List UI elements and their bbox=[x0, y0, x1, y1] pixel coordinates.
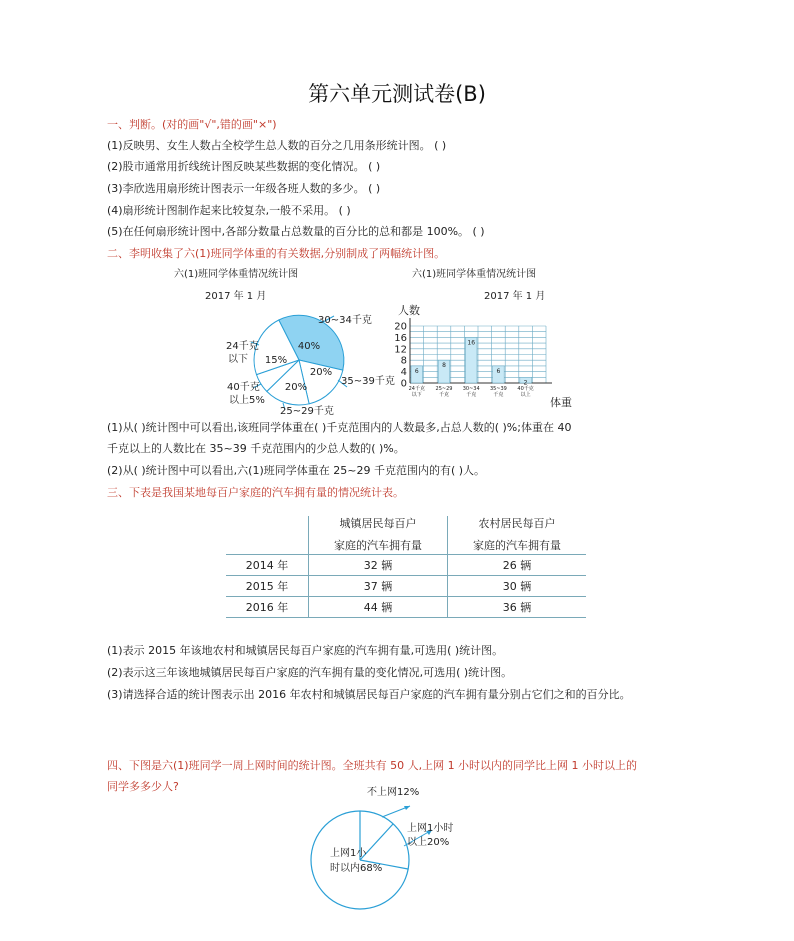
x-tick-label: 25~29 bbox=[435, 386, 453, 392]
section3-question-1: (1)表示 2015 年该地农村和城镇居民每百户家庭的汽车拥有量,可选用( )统计图。 bbox=[107, 644, 504, 657]
y-tick-label: 8 bbox=[400, 355, 407, 367]
pie-label-30-34: 30~34千克 bbox=[318, 315, 372, 326]
section2-question-1b: 千克以上的人数比在 35~39 千克范围内的少总人数的( )%。 bbox=[107, 442, 405, 455]
section1-item-3: (3)李欣选用扇形统计图表示一年级各班人数的多少。 ( ) bbox=[107, 182, 381, 195]
y-tick-label: 0 bbox=[400, 378, 407, 390]
section2-heading: 二、李明收集了六(1)班同学体重的有关数据,分别制成了两幅统计图。 bbox=[107, 247, 446, 260]
bar-chart-ylabel: 人数 bbox=[398, 304, 420, 317]
table-cell-urban: 37 辆 bbox=[309, 576, 448, 597]
table-header-rural-line1: 农村居民每百户 bbox=[478, 517, 556, 530]
pie-label-24-line1: 24千克 bbox=[226, 341, 259, 352]
table-cell-year: 2016 年 bbox=[226, 597, 309, 618]
pie-label-25-29: 25~29千克 bbox=[280, 406, 334, 417]
pie-label-40-line1: 40千克 bbox=[227, 382, 260, 393]
table-cell-rural: 36 辆 bbox=[448, 597, 587, 618]
section1-item-5: (5)在任何扇形统计图中,各部分数量占总数量的百分比的总和都是 100%。 ( ) bbox=[107, 225, 485, 238]
pie-label-40-line2: 以上5% bbox=[229, 395, 265, 406]
pie-percent-b: 15% bbox=[264, 355, 288, 366]
x-tick-label: 35~39 bbox=[489, 386, 507, 392]
y-tick-label: 4 bbox=[400, 367, 407, 379]
bar-value-label: 8 bbox=[442, 362, 446, 370]
section2-question-2: (2)从( )统计图中可以看出,六(1)班同学体重在 25~29 千克范围内的有( )人。 bbox=[107, 464, 486, 477]
pie2-label-under-1h-line2: 时以内68% bbox=[330, 863, 383, 874]
table-cell-rural: 30 辆 bbox=[448, 576, 587, 597]
section1-item-1: (1)反映男、女生人数占全校学生总人数的百分之几用条形统计图。 ( ) bbox=[107, 139, 447, 152]
table-header-urban-line1: 城镇居民每百户 bbox=[339, 517, 417, 530]
table-row bbox=[226, 555, 586, 576]
weight-bar-chart bbox=[384, 298, 584, 412]
page-title: 第六单元测试卷(B) bbox=[308, 82, 486, 106]
bar-value-label: 16 bbox=[467, 339, 476, 347]
pie2-label-no-internet: 不上网12% bbox=[367, 787, 420, 798]
y-tick-label: 12 bbox=[394, 344, 407, 356]
table-cell-rural: 26 辆 bbox=[448, 555, 587, 576]
pie-chart-date: 2017 年 1 月 bbox=[205, 291, 267, 302]
pie-chart-title: 六(1)班同学体重情况统计图 bbox=[174, 269, 299, 280]
table-cell-urban: 32 辆 bbox=[309, 555, 448, 576]
x-tick-label: 千克 bbox=[438, 392, 450, 398]
y-tick-label: 16 bbox=[394, 332, 407, 344]
bar-chart-title: 六(1)班同学体重情况统计图 bbox=[412, 269, 537, 280]
x-tick-label: 30~34 bbox=[462, 386, 480, 392]
x-tick-label: 以下 bbox=[411, 392, 422, 398]
section4-heading-line1: 四、下图是六(1)班同学一周上网时间的统计图。全班共有 50 人,上网 1 小时以内的同学比上网 1 小时以上的 bbox=[107, 759, 638, 772]
table-cell-year: 2014 年 bbox=[226, 555, 309, 576]
pie2-label-over-1h-line2: 以上20% bbox=[407, 837, 450, 848]
pie-percent-a: 40% bbox=[297, 341, 321, 352]
x-tick-label: 24千克 bbox=[408, 386, 425, 392]
bar-value-label: 6 bbox=[496, 367, 501, 375]
pie-percent-e: 20% bbox=[284, 382, 308, 393]
x-tick-label: 千克 bbox=[466, 392, 477, 398]
bar-chart-xlabel: 体重 bbox=[550, 396, 572, 409]
bar-value-label: 6 bbox=[414, 367, 419, 375]
table-header-rural-line2: 家庭的汽车拥有量 bbox=[473, 539, 561, 552]
section2-question-1a: (1)从( )统计图中可以看出,该班同学体重在( )千克范围内的人数最多,占总人数的( )%;体重在 40 bbox=[107, 421, 572, 434]
car-ownership-table bbox=[226, 516, 586, 618]
table-cell-year: 2015 年 bbox=[226, 576, 309, 597]
section1-item-4: (4)扇形统计图制作起来比较复杂,一般不采用。 ( ) bbox=[107, 204, 351, 217]
pie2-label-over-1h-line1: 上网1小时 bbox=[407, 823, 454, 834]
table-header-urban-line2: 家庭的汽车拥有量 bbox=[334, 539, 422, 552]
table-row bbox=[226, 597, 586, 618]
x-tick-label: 千克 bbox=[493, 392, 504, 398]
pie-percent-c: 20% bbox=[309, 367, 333, 378]
pie-label-24-line2: 以下 bbox=[228, 354, 248, 365]
section1-item-2: (2)股市通常用折线统计图反映某些数据的变化情况。 ( ) bbox=[107, 160, 381, 173]
y-tick-label: 20 bbox=[394, 321, 407, 333]
x-tick-label: 40千克 bbox=[517, 386, 534, 392]
section3-heading: 三、下表是我国某地每百户家庭的汽车拥有量的情况统计表。 bbox=[107, 486, 404, 499]
pie2-label-under-1h-line1: 上网1小 bbox=[330, 848, 367, 859]
section4-heading-line2: 同学多多少人? bbox=[107, 780, 179, 793]
pie-label-35-39: 35~39千克 bbox=[341, 376, 395, 387]
x-tick-label: 以上 bbox=[520, 392, 531, 398]
section3-question-2: (2)表示这三年该地城镇居民每百户家庭的汽车拥有量的变化情况,可选用( )统计图。 bbox=[107, 666, 513, 679]
bar-value-label: 2 bbox=[523, 379, 528, 387]
section3-question-3: (3)请选择合适的统计图表示出 2016 年农村和城镇居民每百户家庭的汽车拥有量分别占它们之和的百分比。 bbox=[107, 688, 631, 701]
table-cell-urban: 44 辆 bbox=[309, 597, 448, 618]
section1-heading: 一、判断。(对的画"√",错的画"×") bbox=[107, 118, 277, 131]
bar-chart-date: 2017 年 1 月 bbox=[484, 291, 546, 302]
table-row bbox=[226, 576, 586, 597]
